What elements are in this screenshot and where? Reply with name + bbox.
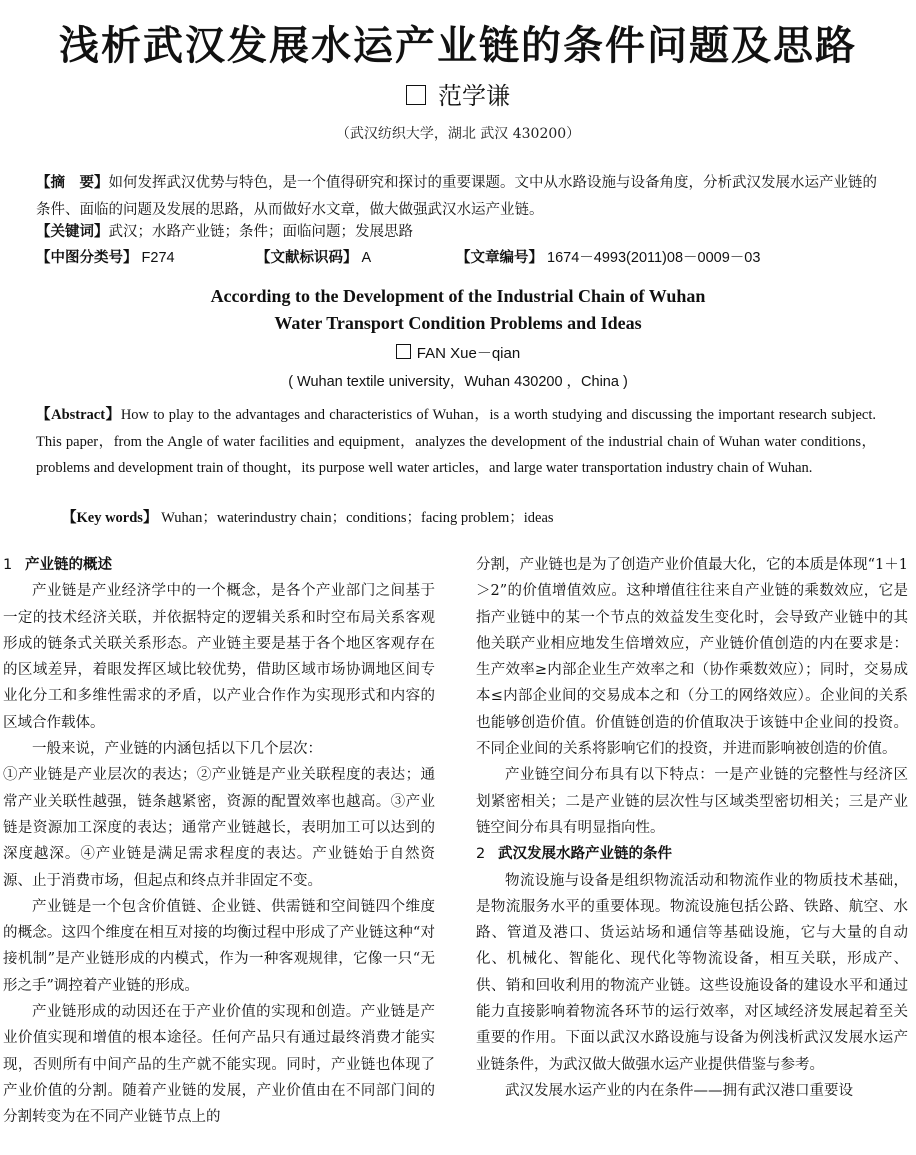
english-abstract-text: How to play to the advantages and characteristics of Wuhan，is a worth studying and discussing the important research subject. This paper，from the Angle of water facilities and equipment，analyzes the development of the industrial chain of Wuhan water conditions，problems and development train of thought，its purpose well water articles，and large water transportation industry chain of Wuhan. [36, 407, 876, 476]
paragraph: 分割，产业链也是为了创造产业价值最大化，它的本质是体现“1＋1＞2”的价值增值效应。这种增值往往来自产业链的乘数效应，它是指产业链中的某一个节点的效益发生变化时，会导致产业链中的其他关联产业相应地发生倍增效应，产业链价值创造的内在要求是：生产效率≥内部企业生产效率之和（协作乘数效应）；同时，交易成本≤内部企业间的交易成本之和（分工的网络效应）。企业间的关系也能够创造价值。价值链创造的价值取决于该链中企业间的投资。不同企业间的关系将影响它们的投资，并进而影响被创造的价值。 [476, 557, 908, 758]
author-name: 范学谦 [438, 82, 510, 110]
box-icon [396, 344, 411, 359]
english-affiliation: ( Wuhan textile university，Wuhan 430200 ，China ) [288, 374, 628, 390]
paragraph: ①产业链是产业层次的表达；②产业链是产业关联程度的表达；通常产业关联性越强，链条越紧密，资源的配置效率也越高。③产业链是资源加工深度的表达；通常产业链越长，表明加工可以达到的深度越深。④产业链是满足需求程度的表达。产业链始于自然资源、止于消费市场，但起点和终点并非固定不变。 [3, 767, 435, 889]
paragraph: 产业链是产业经济学中的一个概念，是各个产业部门之间基于一定的技术经济关联，并依据特定的逻辑关系和时空布局关系客观形成的链条式关联关系形态。产业链主要是基于各个地区客观存在的区域差异，着眼发挥区域比较优势，借助区域市场协调地区间专业化分工和多维性需求的矛盾，以产业合作作为实现形式和内容的区域合作载体。 [3, 583, 435, 731]
section-title: 产业链的概述 [25, 557, 112, 573]
section-number: 1 [3, 557, 13, 573]
article-number-cell [456, 246, 760, 267]
section-number: 2 [476, 846, 486, 863]
section-title: 武汉发展水路产业链的条件 [498, 846, 672, 863]
doc-code-cell [256, 246, 456, 267]
author-line [0, 76, 916, 111]
article-number-value: 1674－4993(2011)08－0009－03 [547, 250, 761, 266]
paragraph: 产业链是一个包含价值链、企业链、供需链和空间链四个维度的概念。这四个维度在相互对接的均衡过程中形成了产业链这种“对接机制”是产业链形成的内模式，作为一种客观规律，它像一只“无形之手”调控着产业链的形成。 [3, 898, 435, 994]
clc-cell [36, 246, 256, 267]
clc-label: 【中图分类号】 [36, 250, 138, 266]
english-abstract-label: 【Abstract】 [36, 407, 121, 423]
classification-line [36, 246, 896, 267]
chinese-abstract [36, 170, 882, 224]
abstract-label: 【摘 要】 [36, 175, 109, 191]
box-icon [406, 85, 426, 105]
left-column [3, 552, 435, 1131]
abstract-text: 如何发挥武汉优势与特色，是一个值得研究和探讨的重要课题。文中从水路设施与设备角度，分析武汉发展水运产业链的条件、面临的问题及发展的思路，从而做好水文章，做大做强武汉水运产业链。 [36, 175, 877, 218]
article-title: 浅析武汉发展水运产业链的条件问题及思路 [59, 22, 857, 69]
affiliation: （武汉纺织大学，湖北 武汉 430200） [335, 126, 581, 142]
doc-code-value: A [361, 250, 372, 266]
english-keywords-text: Wuhan；waterindustry chain；conditions；facing problem；ideas [161, 510, 554, 526]
paragraph: 产业链形成的动因还在于产业价值的实现和创造。产业链是产业价值实现和增值的根本途径。任何产品只有通过最终消费才能实现，否则所有中间产品的生产就不能实现。同时，产业链也体现了产业价值的分割。随着产业链的发展，产业价值由在不同部门间的分割转变为在不同产业链节点上的 [3, 1004, 435, 1126]
keywords-text: 武汉；水路产业链；条件；面临问题；发展思路 [108, 224, 413, 240]
paragraph: 一般来说，产业链的内涵包括以下几个层次： [32, 741, 322, 758]
paragraph: 武汉发展水运产业的内在条件——拥有武汉港口重要设 [505, 1082, 853, 1099]
section-heading [476, 841, 908, 867]
article-number-label: 【文章编号】 [456, 250, 543, 266]
english-author: FAN Xue－qian [416, 345, 521, 362]
english-title-line2: Water Transport Condition Problems and Ideas [274, 313, 642, 333]
paragraph: 物流设施与设备是组织物流活动和物流作业的物质技术基础，是物流服务水平的重要体现。物流设施包括公路、铁路、航空、水路、管道及港口、货运站场和通信等基础设施，它与大量的自动化、机械化、智能化、现代化等物流设备，相互关联，形成产、供、销和回收利用的物流产业链。这些设施设备的建设水平和通过能力直接影响着物流各环节的运行效率，对区域经济发展起着至关重要的作用。下面以武汉水路设施与设备为例浅析武汉发展水运产业链条件，为武汉做大做强水运产业提供借鉴与参考。 [476, 872, 908, 1073]
english-keywords-label: 【Key words】 [62, 510, 158, 526]
paragraph: 产业链空间分布具有以下特点：一是产业链的完整性与经济区划紧密相关；二是产业链的层次性与区域类型密切相关；三是产业链空间分布具有明显指向性。 [476, 767, 908, 836]
english-title-line1: According to the Development of the Industrial Chain of Wuhan [210, 286, 706, 306]
chinese-keywords [36, 220, 882, 241]
keywords-label: 【关键词】 [36, 224, 109, 240]
doc-code-label: 【文献标识码】 [256, 250, 358, 266]
english-abstract [36, 402, 876, 482]
english-author-line [0, 342, 916, 363]
clc-value: F274 [141, 250, 175, 266]
section-heading [3, 552, 435, 578]
english-keywords [62, 506, 554, 527]
right-column [476, 552, 908, 1104]
